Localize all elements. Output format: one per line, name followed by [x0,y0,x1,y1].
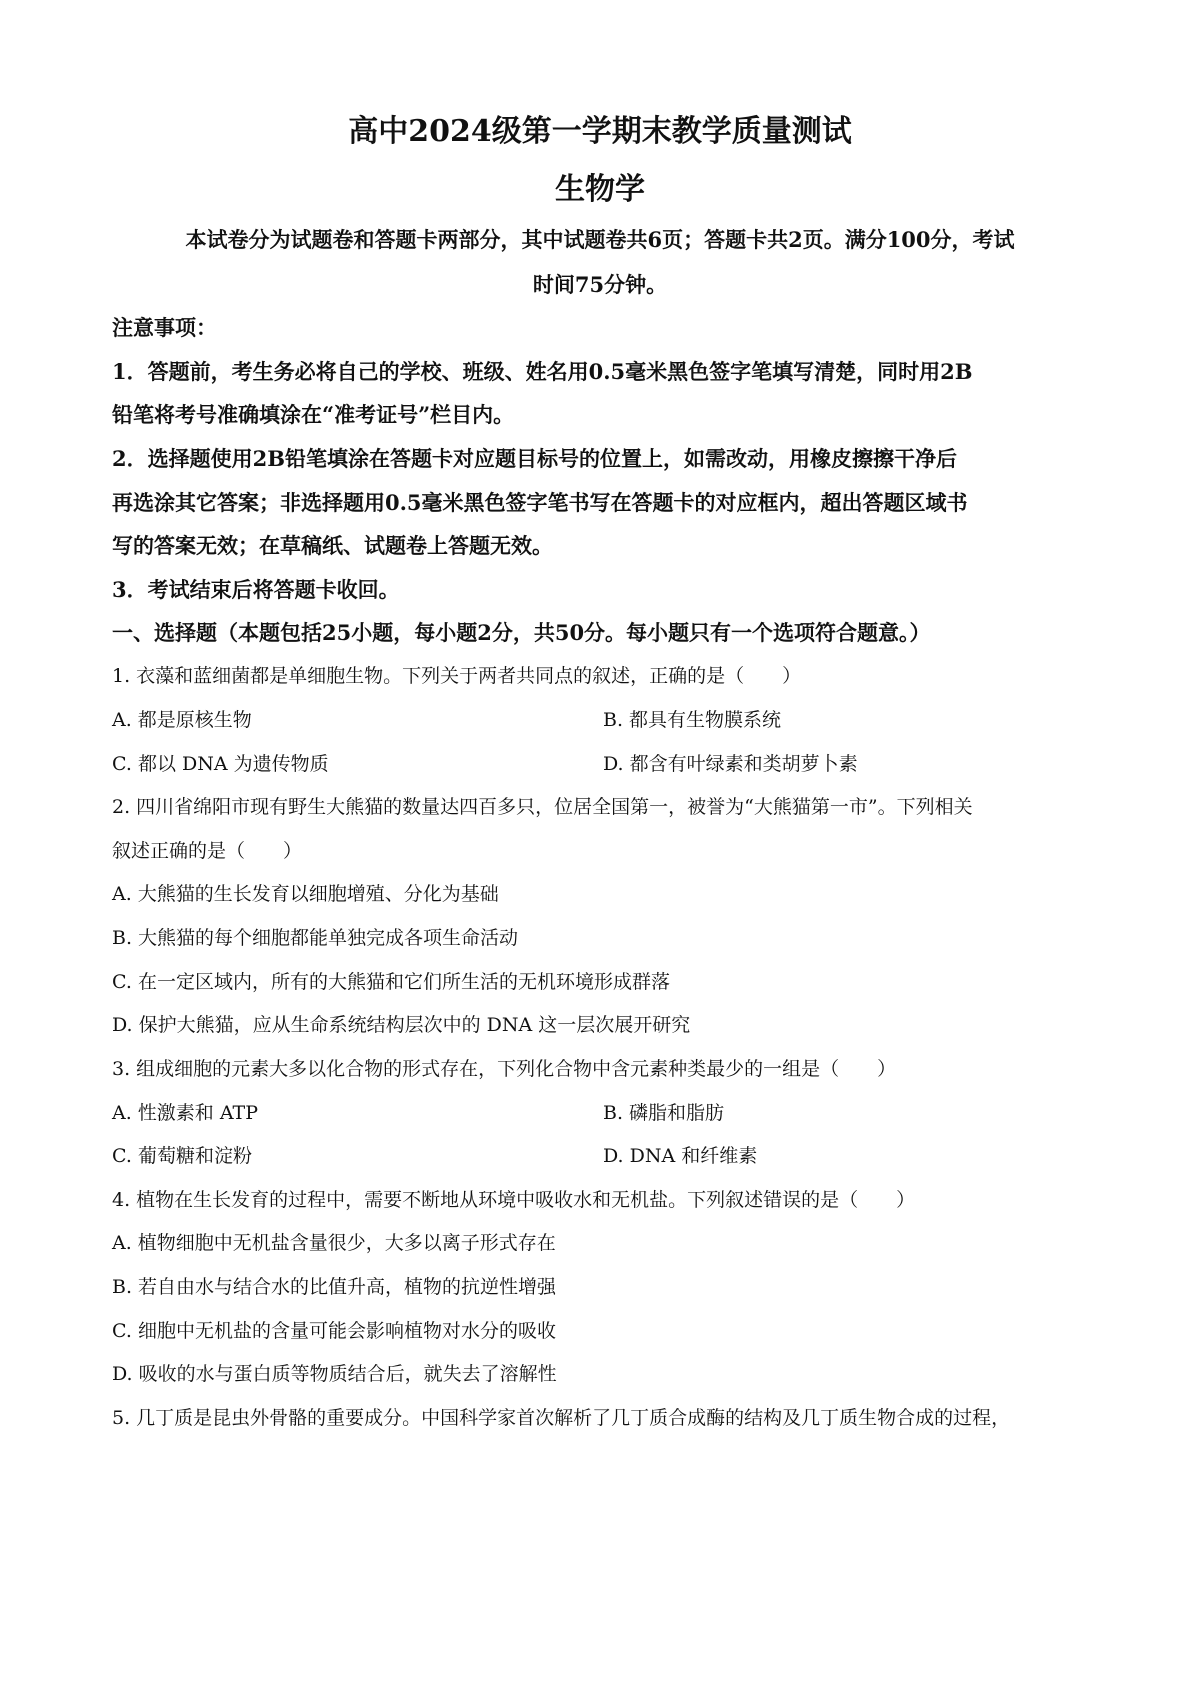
notice-line: 再选涂其它答案；非选择题用0.5毫米黑色签字笔书写在答题卡的对应框内，超出答题区域书 [112,490,968,515]
question-stem: 2. 四川省绵阳市现有野生大熊猫的数量达四百多只，位居全国第一，被誉为“大熊猫第一市”。下列相关 [112,796,973,818]
question-stem: 3. 组成细胞的元素大多以化合物的形式存在，下列化合物中含元素种类最少的一组是（ ） [112,1058,897,1080]
option-d: D. DNA 和纤维素 [603,1145,758,1167]
notice-heading: 注意事项： [112,315,217,340]
question-stem: 5. 几丁质是昆虫外骨骼的重要成分。中国科学家首次解析了几丁质合成酶的结构及几丁质生物合成的过程， [112,1407,1011,1429]
option-d: D. 都含有叶绿素和类胡萝卜素 [603,753,858,775]
question-stem-cont: 叙述正确的是（ ） [112,840,303,862]
option-d: D. 保护大熊猫，应从生命系统结构层次中的 DNA 这一层次展开研究 [112,1014,691,1036]
intro-line-2: 时间75分钟。 [532,272,668,297]
option-a: A. 植物细胞中无机盐含量很少，大多以离子形式存在 [112,1232,556,1254]
option-d: D. 吸收的水与蛋白质等物质结合后，就失去了溶解性 [112,1363,557,1385]
notice-line: 铅笔将考号准确填涂在“准考证号”栏目内。 [112,402,515,427]
notice-line: 写的答案无效；在草稿纸、试题卷上答题无效。 [112,533,553,558]
question-stem: 1. 衣藻和蓝细菌都是单细胞生物。下列关于两者共同点的叙述，正确的是（ ） [112,665,802,687]
exam-title: 高中2024级第一学期末教学质量测试 [348,114,852,149]
intro-line-1: 本试卷分为试题卷和答题卡两部分，其中试题卷共6页；答题卡共2页。满分100分，考试 [185,227,1015,252]
option-b: B. 大熊猫的每个细胞都能单独完成各项生命活动 [112,927,519,949]
notice-line: 1．答题前，考生务必将自己的学校、班级、姓名用0.5毫米黑色签字笔填写清楚，同时用2B [112,359,973,384]
option-b: B. 磷脂和脂肪 [603,1102,725,1124]
option-a: A. 都是原核生物 [112,709,252,731]
option-c: C. 葡萄糖和淀粉 [112,1145,252,1167]
option-b: B. 都具有生物膜系统 [603,709,782,731]
option-a: A. 大熊猫的生长发育以细胞增殖、分化为基础 [112,883,499,905]
option-a: A. 性激素和 ATP [112,1102,258,1124]
section-heading: 一、选择题（本题包括25小题，每小题2分，共50分。每小题只有一个选项符合题意。） [112,620,931,645]
notice-line: 3．考试结束后将答题卡收回。 [112,577,400,602]
option-b: B. 若自由水与结合水的比值升高，植物的抗逆性增强 [112,1276,557,1298]
option-c: C. 都以 DNA 为遗传物质 [112,753,329,775]
option-c: C. 细胞中无机盐的含量可能会影响植物对水分的吸收 [112,1320,556,1342]
question-stem: 4. 植物在生长发育的过程中，需要不断地从环境中吸收水和无机盐。下列叙述错误的是（ ） [112,1189,916,1211]
option-c: C. 在一定区域内，所有的大熊猫和它们所生活的无机环境形成群落 [112,971,670,993]
subject-title: 生物学 [555,172,645,207]
notice-line: 2．选择题使用2B铅笔填涂在答题卡对应题目标号的位置上，如需改动，用橡皮擦擦干净后 [112,446,957,471]
